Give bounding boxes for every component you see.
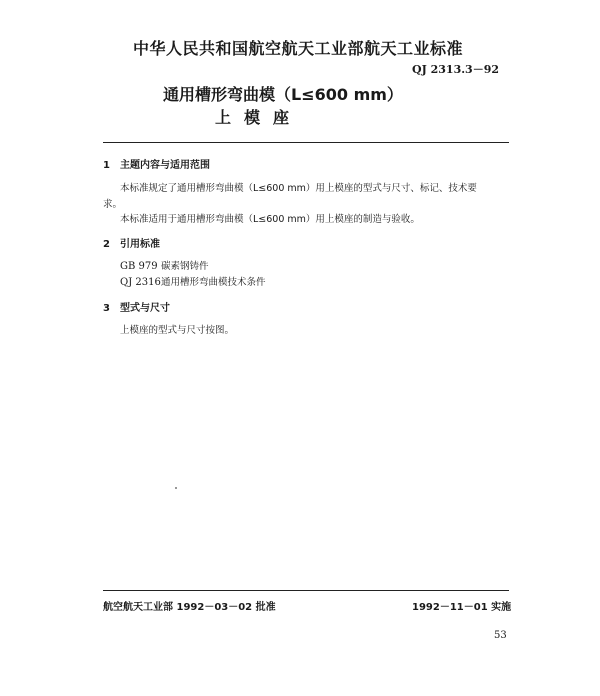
reference-name: 碳素钢铸件 — [161, 261, 209, 272]
paragraph: 本标准适用于通用槽形弯曲模（L≤600 mm）用上模座的制造与验收。 — [120, 214, 420, 225]
document-subtitle: 上模座 — [215, 108, 303, 127]
section-heading-3 — [103, 299, 170, 314]
paragraph-continuation: 求。 — [103, 199, 123, 210]
header-divider — [103, 142, 509, 143]
issuing-organization: 中华人民共和国航空航天工业部航天工业标准 — [133, 39, 464, 58]
standard-code: QJ 2313.3－92 — [412, 63, 500, 76]
reference-code: GB 979 — [120, 261, 158, 272]
scan-speck — [175, 487, 177, 489]
section-heading-2 — [103, 235, 160, 250]
document-title: 通用槽形弯曲模（L≤600 mm） — [163, 85, 403, 104]
section-number: 2 — [103, 239, 110, 250]
reference-name: 通用槽形弯曲模技术条件 — [161, 277, 266, 288]
page-number: 53 — [494, 630, 507, 641]
section-number: 3 — [103, 303, 110, 314]
section-heading-text: 引用标准 — [120, 239, 160, 250]
reference-code: QJ 2316 — [120, 277, 161, 288]
paragraph: 上模座的型式与尺寸按图。 — [120, 325, 235, 336]
section-heading-text: 型式与尺寸 — [120, 303, 170, 314]
section-heading-text: 主题内容与适用范围 — [120, 160, 210, 171]
approval-note: 航空航天工业部 1992－03－02 批准 — [103, 602, 276, 613]
paragraph: 本标准规定了通用槽形弯曲模（L≤600 mm）用上模座的型式与尺寸、标记、技术要 — [120, 183, 477, 194]
reference-item — [120, 258, 209, 272]
section-number: 1 — [103, 160, 110, 171]
implementation-note: 1992－11－01 实施 — [412, 602, 512, 613]
footer-divider — [103, 590, 509, 591]
reference-item — [120, 274, 266, 288]
section-heading-1 — [103, 156, 210, 171]
